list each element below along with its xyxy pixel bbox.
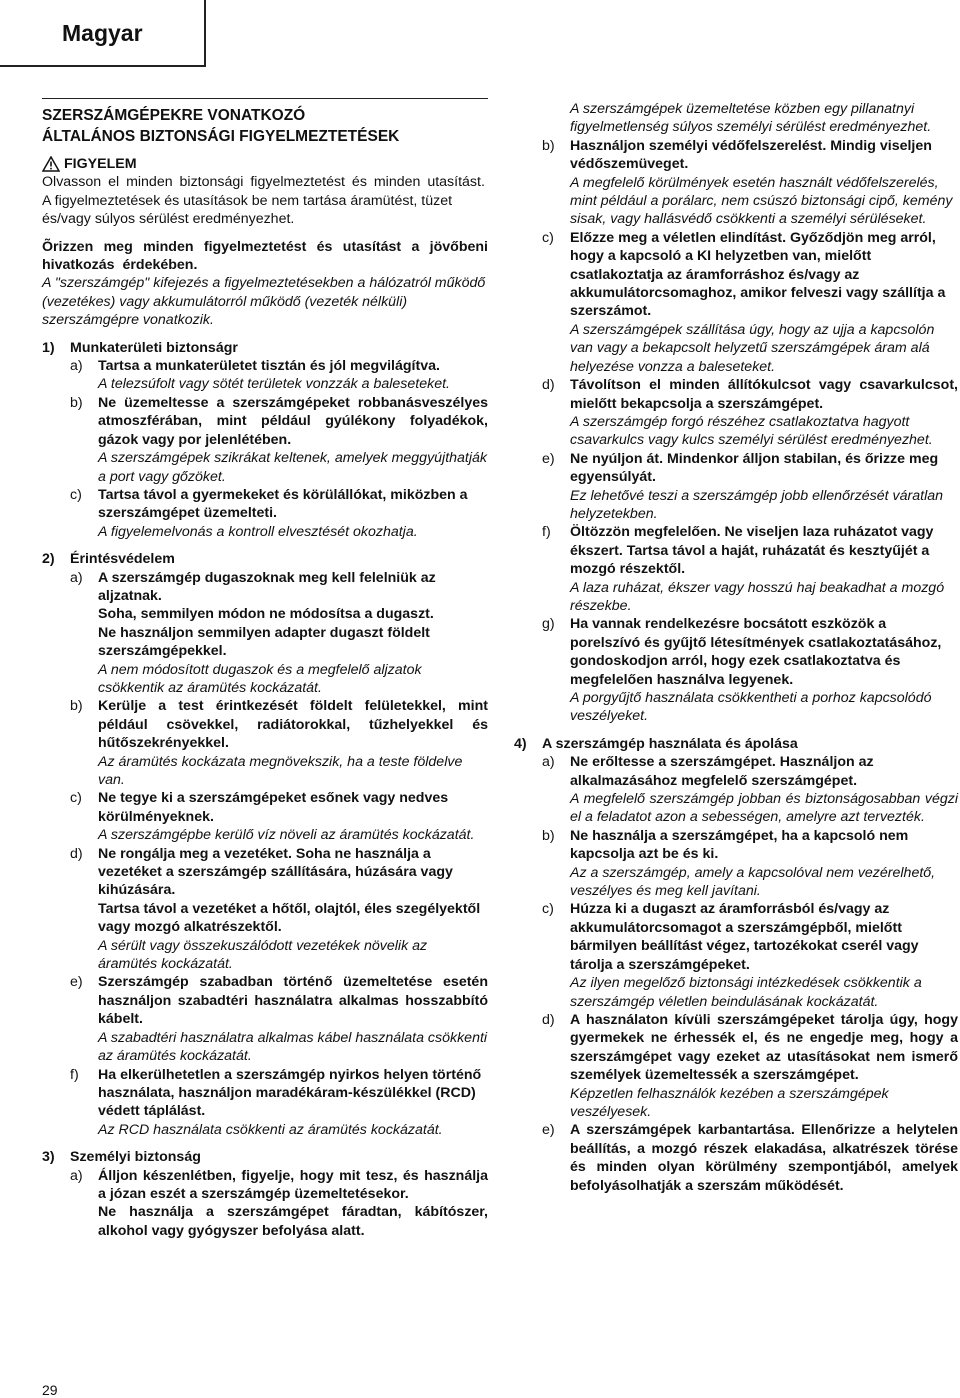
list-item: b) Kerülje a test érintkezését földelt felületekkel, mint például csövekkel, radiátorokkal, tűzhelyekkel és hűtőszekrényekkel. Az áramütés kockázata megnövekszik, ha a teste földelve van. xyxy=(70,698,488,788)
language-label: Magyar xyxy=(62,20,143,46)
list-item: d) Távolítson el minden állítókulcsot vagy csavarkulcsot, mielőtt bekapcsolja a szerszámgépet. A szerszámgép forgó részéhez csatlakoztatva hagyott csavarkulcs vagy kulcs személyi sérülést eredményezhet. xyxy=(542,377,958,449)
section-2-heading: 2) Érintésvédelem xyxy=(42,551,175,568)
warning-heading xyxy=(42,155,488,173)
list-item: g) Ha vannak rendelkezésre bocsátott eszközök a porelszívó és gyűjtő létesítmények csatlakoztatásához, gondoskodjon arról, hogy ezek csatlakoztatva és megfelelően használva legyenek. A porgyűjtő használata csökkentheti a porhoz kapcsolódó veszélyeket. xyxy=(542,616,942,725)
section-4-heading: 4) A szerszámgép használata és ápolása xyxy=(514,735,798,752)
list-item: c) Tartsa távol a gyermekeket és körülállókat, miközben a szerszámgépet üzemelteti. A figyelemelvonás a kontroll elvesztését okozhatja. xyxy=(70,486,468,540)
right-column xyxy=(514,100,958,1195)
intro-text: A figyelmeztetések és utasítások be nem tartása áramütést, tüzet és/vagy súlyos sérülést eredményezhet. xyxy=(42,192,453,228)
list-item: e) Szerszámgép szabadban történő üzemeltetése esetén használjon szabadtéri használatra alkalmas hosszabbító kábelt. A szabadtéri használatra alkalmas kábel használata csökkenti az áramütés kockázatát. xyxy=(70,974,488,1065)
page-number: 29 xyxy=(42,1382,58,1398)
intro-bold: Olvasson el minden biztonsági figyelmeztetést és minden utasítást. xyxy=(42,174,485,191)
list-item: a) Tartsa a munkaterületet tisztán és jól megvilágítva. A telezsúfolt vagy sötét területek vonzzák a baleseteket. xyxy=(70,358,450,393)
section-3-heading: 3) Személyi biztonság xyxy=(42,1149,201,1166)
section-1-heading: 1) Munkaterületi biztonságr xyxy=(42,339,238,356)
list-item: b) Használjon személyi védőfelszerelést. Mindig viseljen védőszemüveget. A megfelelő körülmények esetén használt védőfelszerelés, mint például a porálarc, nem csúszó biztonsági cipő, kemény sisak, vagy hallásvédő csökkenti a személyi sérüléseket. xyxy=(542,137,953,228)
list-item: d) Ne rongálja meg a vezetéket. Soha ne használja a vezetéket a szerszámgép szállítására, húzására vagy kihúzására. Tartsa távol a vezetéket a hőtől, olajtól, éles szegélyektől vagy mozgó alkatrészektől. A sérült vagy összekuszálódott vezetékek növelik az áramütés kockázatát. xyxy=(70,845,481,973)
warning-triangle-icon xyxy=(42,156,60,172)
list-item: b) Ne használja a szerszámgépet, ha a kapcsoló nem kapcsolja azt be és ki. Az a szerszámgép, amely a kapcsolóval nem vezérelhető, veszélyes és meg kell javítani. xyxy=(542,827,936,900)
list-item: b) Ne üzemeltesse a szerszámgépeket robbanásveszélyes atmoszférában, mint például gyúlékony folyadékok, gázok vagy por jelenlétében. A szerszámgépek szikrákat keltenek, amelyek meggyújthatják a port vagy gőzöket. xyxy=(70,394,488,485)
list-item: f) Ha elkerülhetetlen a szerszámgép nyirkos helyen történő használata, használjon maradékáram-készülékkel (RCD) védett táplálást. Az RCD használata csökkenti az áramütés kockázatát. xyxy=(70,1066,482,1138)
keep-instructions: Õrizzen meg minden figyelmeztetést és utasítást a jövőbeni hivatkozás érdekében. xyxy=(42,238,488,274)
left-column xyxy=(42,98,488,1240)
list-item: a) Álljon készenlétben, figyelje, hogy mit tesz, és használja a józan eszét a szerszámgép üzemeltetésekor. Ne használja a szerszámgépet fáradtan, kábítószer, alkohol vagy gyógyszer befolyása alatt. xyxy=(70,1167,488,1239)
definition-text: A "szerszámgép" kifejezés a figyelmeztetésekben a hálózatról működő (vezetékes) vagy akkumulátorról működő (vezeték nélküli) szerszámgépre vonatkozik. xyxy=(42,275,486,329)
list-item: c) Előzze meg a véletlen elindítást. Győződjön meg arról, hogy a kapcsoló a KI helyzetben van, mielőtt csatlakoztatja az áramforráshoz és/vagy az akkumulátorcsomaghoz, amikor felveszi vagy szállítja a szerszámot. A szerszámgépek szállítása úgy, hogy az ujja a kapcsolón van vagy a bekapcsolt helyzetű szerszámgépek áram alá helyezése vonzza a baleseteket. xyxy=(542,229,946,375)
list-item: a) A szerszámgép dugaszoknak meg kell felelniük az aljzatnak. Soha, semmilyen módon ne módosítsa a dugaszt. Ne használjon semmilyen adapter dugaszt földelt szerszámgépekkel. A nem módosított dugaszok és a megfelelő aljzatok csökkentik az áramütés kockázatát. xyxy=(70,569,436,696)
list-item: f) Öltözzön megfelelően. Ne viseljen laza ruházatot vagy ékszert. Tartsa távol a haját, ruházatát és kesztyűjét a mozgó részektől. A laza ruházat, ékszer vagy hosszú haj beakadhat a mozgó részekbe. xyxy=(542,524,945,614)
warning-label: FIGYELEM xyxy=(64,156,137,172)
list-item: e) Ne nyúljon át. Mindenkor álljon stabilan, és őrizze meg egyensúlyát. Ez lehetővé teszi a szerszámgép jobb ellenőrzését váratlan helyzetekben. xyxy=(542,450,944,522)
section-title: SZERSZÁMGÉPEKRE VONATKOZÓ ÁLTALÁNOS BIZTONSÁGI FIGYELMEZTETÉSEK xyxy=(42,107,400,145)
list-item: c) Ne tegye ki a szerszámgépeket esőnek vagy nedves körülményeknek. A szerszámgépbe kerülő víz növeli az áramütés kockázatát. xyxy=(70,790,475,844)
language-tab xyxy=(0,0,206,67)
list-item: e) A szerszámgépek karbantartása. Ellenőrizze a helytelen beállítás, a mozgó részek elakadása, alkatrészek törése és minden olyan körülmény szempontjából, amelyek befolyásolhatják a szerszám működését. xyxy=(542,1122,958,1194)
list-item: d) A használaton kívüli szerszámgépeket tárolja úgy, hogy gyermekek ne érhessék el, és ne engedje meg, hogy a szerszámgépet vagy ezeket az utasításokat nem ismerő személyek üzemeltessék a szerszámgépet. Képzetlen felhasználók kezében a szerszámgépek veszélyesek. xyxy=(542,1011,958,1120)
list-item: c) Húzza ki a dugaszt az áramforrásból és/vagy az akkumulátorcsomagot a szerszámgépből, mielőtt bármilyen beállítást végez, tartozékokat cserél vagy tárolja a szerszámgépeket. Az ilyen megelőző biztonsági intézkedések csökkentik a szerszámgép véletlen beindulásának kockázatát. xyxy=(542,901,922,1010)
continued-text: A szerszámgépek üzemeltetése közben egy pillanatnyi figyelmetlenség súlyos személyi sérülést eredményezhet. xyxy=(570,101,932,136)
list-item: a) Ne erőltesse a szerszámgépet. Használjon az alkalmazásához megfelelő szerszámgépet. A megfelelő szerszámgép jobban és biztonságosabban végzi el a feladatot azon a sebességen, amelyre azt tervezték. xyxy=(542,754,958,826)
